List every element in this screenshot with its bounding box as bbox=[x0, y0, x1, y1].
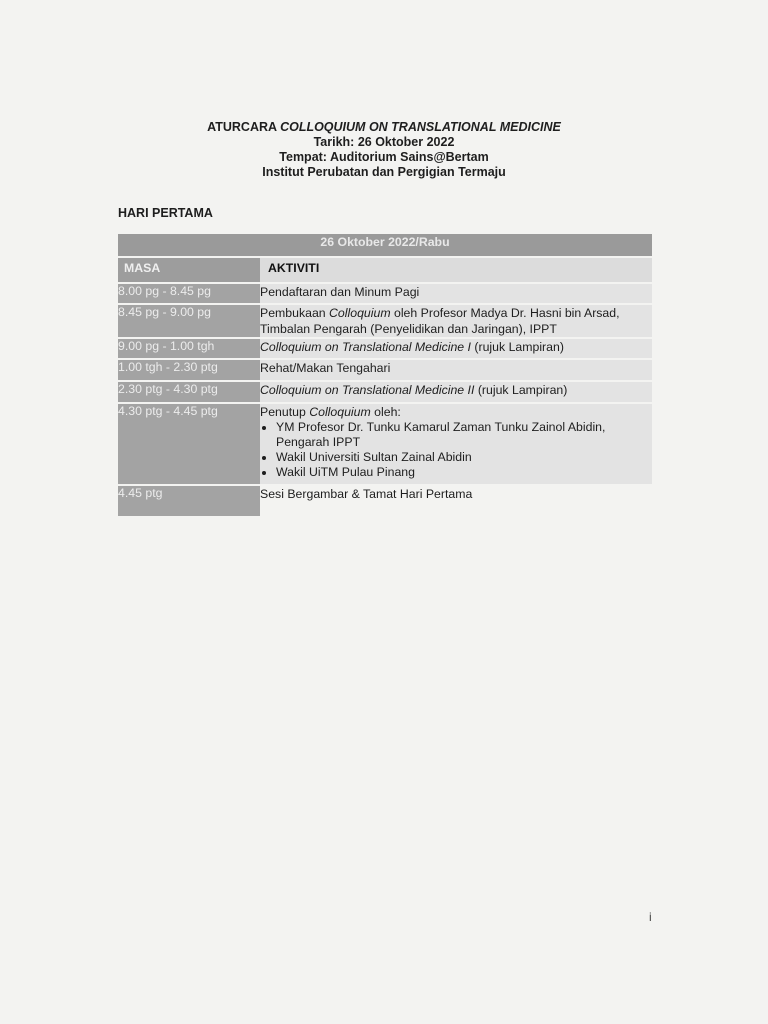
table-row bbox=[118, 283, 652, 304]
speaker-list-item: • Wakil UiTM Pulau Pinang bbox=[276, 465, 652, 480]
row-activity: Rehat/Makan Tengahari bbox=[260, 359, 652, 381]
table-row bbox=[118, 485, 652, 516]
page-number: i bbox=[649, 910, 652, 924]
activity-text: oleh Profesor Madya Dr. Hasni bin Arsad, Timbalan Pengarah (Penyelidikan dan Jaringan), IPPT bbox=[260, 306, 620, 336]
row-activity bbox=[260, 304, 652, 338]
activity-text: (rujuk Lampiran) bbox=[474, 383, 568, 397]
table-header-row bbox=[118, 257, 652, 283]
row-time: 1.00 tgh - 2.30 ptg bbox=[118, 359, 260, 381]
activity-text: Penutup bbox=[260, 405, 310, 419]
row-activity: Pendaftaran dan Minum Pagi bbox=[260, 283, 652, 304]
table-row bbox=[118, 359, 652, 381]
document-header bbox=[0, 120, 768, 180]
row-time: 8.45 pg - 9.00 pg bbox=[118, 304, 260, 338]
speaker-list-item: • Wakil Universiti Sultan Zainal Abidin bbox=[276, 450, 652, 465]
table-date-row bbox=[118, 234, 652, 257]
activity-italic-text: Colloquium on Translational Medicine I bbox=[260, 340, 471, 354]
activity-text: oleh: bbox=[370, 405, 401, 419]
row-activity: Sesi Bergambar & Tamat Hari Pertama bbox=[260, 485, 652, 516]
table-row bbox=[118, 381, 652, 403]
activity-intro bbox=[260, 404, 652, 420]
header-institute: Institut Perubatan dan Pergigian Termaju bbox=[262, 165, 506, 179]
header-event-title: COLLOQUIUM ON TRANSLATIONAL MEDICINE bbox=[280, 120, 561, 134]
column-header-activity: AKTIVITI bbox=[260, 257, 652, 283]
header-title-line bbox=[0, 120, 768, 135]
row-activity bbox=[260, 338, 652, 359]
table-row bbox=[118, 338, 652, 359]
column-header-time: MASA bbox=[118, 257, 260, 283]
agenda-table bbox=[118, 234, 652, 516]
activity-italic-text: Colloquium bbox=[329, 306, 391, 320]
row-time: 4.45 ptg bbox=[118, 485, 260, 516]
row-time: 4.30 ptg - 4.45 ptg bbox=[118, 403, 260, 485]
table-row bbox=[118, 403, 652, 485]
table-row bbox=[118, 304, 652, 338]
row-time: 8.00 pg - 8.45 pg bbox=[118, 283, 260, 304]
row-activity bbox=[260, 403, 652, 485]
row-activity bbox=[260, 381, 652, 403]
speaker-list-item: • YM Profesor Dr. Tunku Kamarul Zaman Tunku Zainol Abidin, Pengarah IPPT bbox=[276, 420, 652, 450]
header-venue: Tempat: Auditorium Sains@Bertam bbox=[279, 150, 489, 164]
header-date: Tarikh: 26 Oktober 2022 bbox=[313, 135, 455, 149]
row-time: 9.00 pg - 1.00 tgh bbox=[118, 338, 260, 359]
activity-italic-text: Colloquium bbox=[309, 405, 371, 419]
speaker-list bbox=[260, 420, 652, 484]
section-title: HARI PERTAMA bbox=[118, 206, 213, 220]
activity-text: (rujuk Lampiran) bbox=[470, 340, 564, 354]
activity-italic-text: Colloquium on Translational Medicine II bbox=[260, 383, 475, 397]
header-prefix: ATURCARA bbox=[207, 120, 281, 134]
activity-text: Pembukaan bbox=[260, 306, 330, 320]
row-time: 2.30 ptg - 4.30 ptg bbox=[118, 381, 260, 403]
table-date-heading: 26 Oktober 2022/Rabu bbox=[118, 234, 652, 257]
